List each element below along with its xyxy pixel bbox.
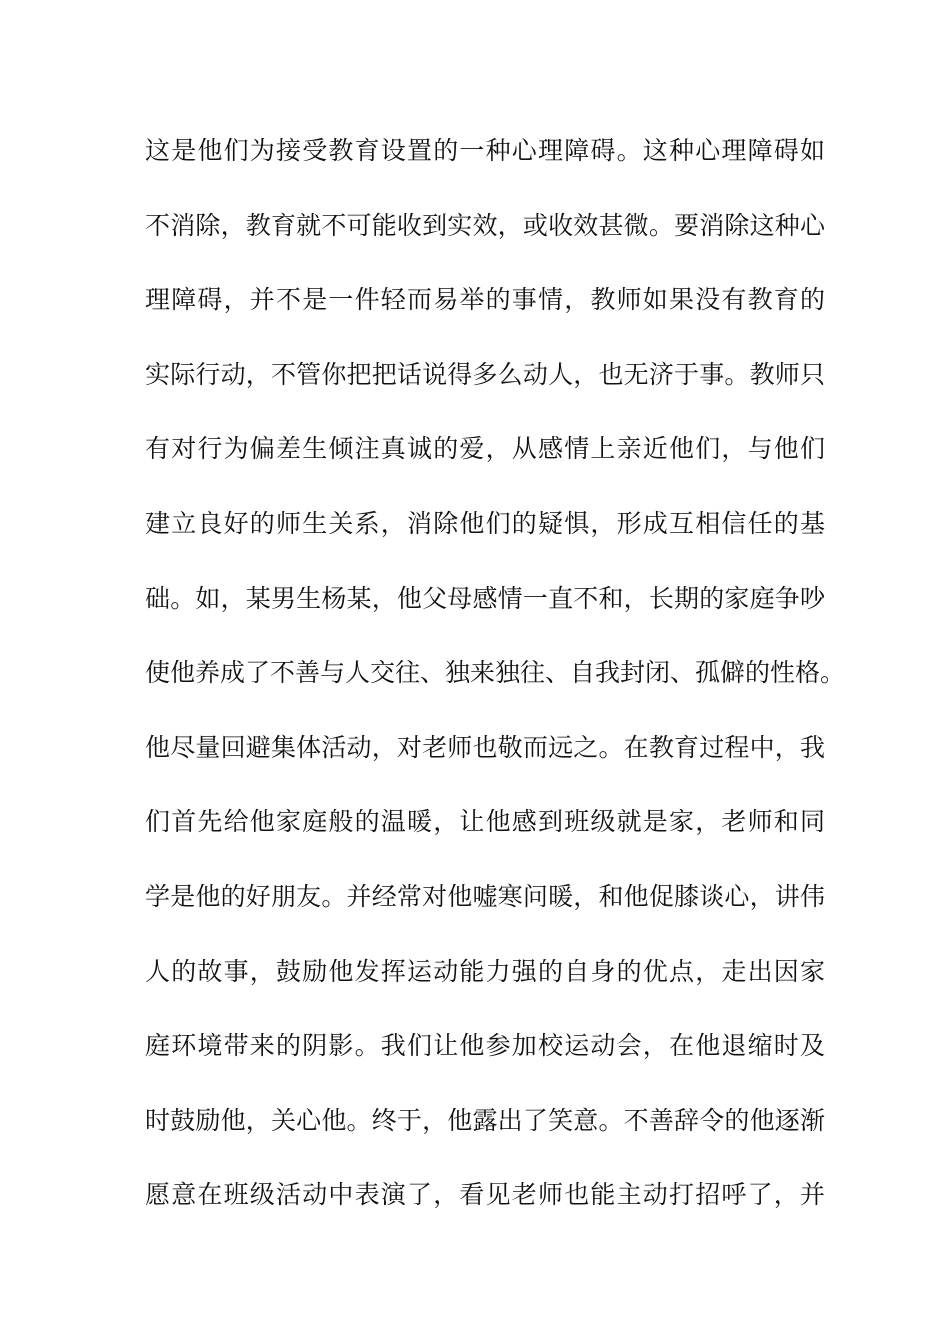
text-line: 庭环境带来的阴影。我们让他参加校运动会，在他退缩时及 <box>145 1031 825 1061</box>
text-line: 不消除，教育就不可能收到实效，或收效甚微。要消除这种心 <box>145 210 825 240</box>
text-line: 理障碍，并不是一件轻而易举的事情，教师如果没有教育的 <box>145 285 825 315</box>
text-line: 实际行动，不管你把把话说得多么动人，也无济于事。教师只 <box>145 359 825 389</box>
text-line: 们首先给他家庭般的温暖，让他感到班级就是家，老师和同 <box>145 807 825 837</box>
text-line: 使他养成了不善与人交往、独来独往、自我封闭、孤僻的性格。 <box>145 658 846 688</box>
text-line: 他尽量回避集体活动，对老师也敬而远之。在教育过程中，我 <box>145 732 825 762</box>
body-text <box>145 127 846 1246</box>
text-line: 建立良好的师生关系，消除他们的疑惧，形成互相信任的基 <box>145 508 825 538</box>
text-line: 人的故事，鼓励他发挥运动能力强的自身的优点，走出因家 <box>145 956 825 986</box>
text-line: 学是他的好朋友。并经常对他嘘寒问暖，和他促膝谈心，讲伟 <box>145 881 825 911</box>
text-line: 有对行为偏差生倾注真诚的爱，从感情上亲近他们，与他们 <box>145 434 825 464</box>
text-line: 时鼓励他，关心他。终于，他露出了笑意。不善辞令的他逐渐 <box>145 1105 825 1135</box>
text-line: 础。如，某男生杨某，他父母感情一直不和，长期的家庭争吵 <box>145 583 825 613</box>
text-line: 这是他们为接受教育设置的一种心理障碍。这种心理障碍如 <box>145 136 825 165</box>
text-line: 愿意在班级活动中表演了，看见老师也能主动打招呼了，并 <box>145 1180 825 1210</box>
